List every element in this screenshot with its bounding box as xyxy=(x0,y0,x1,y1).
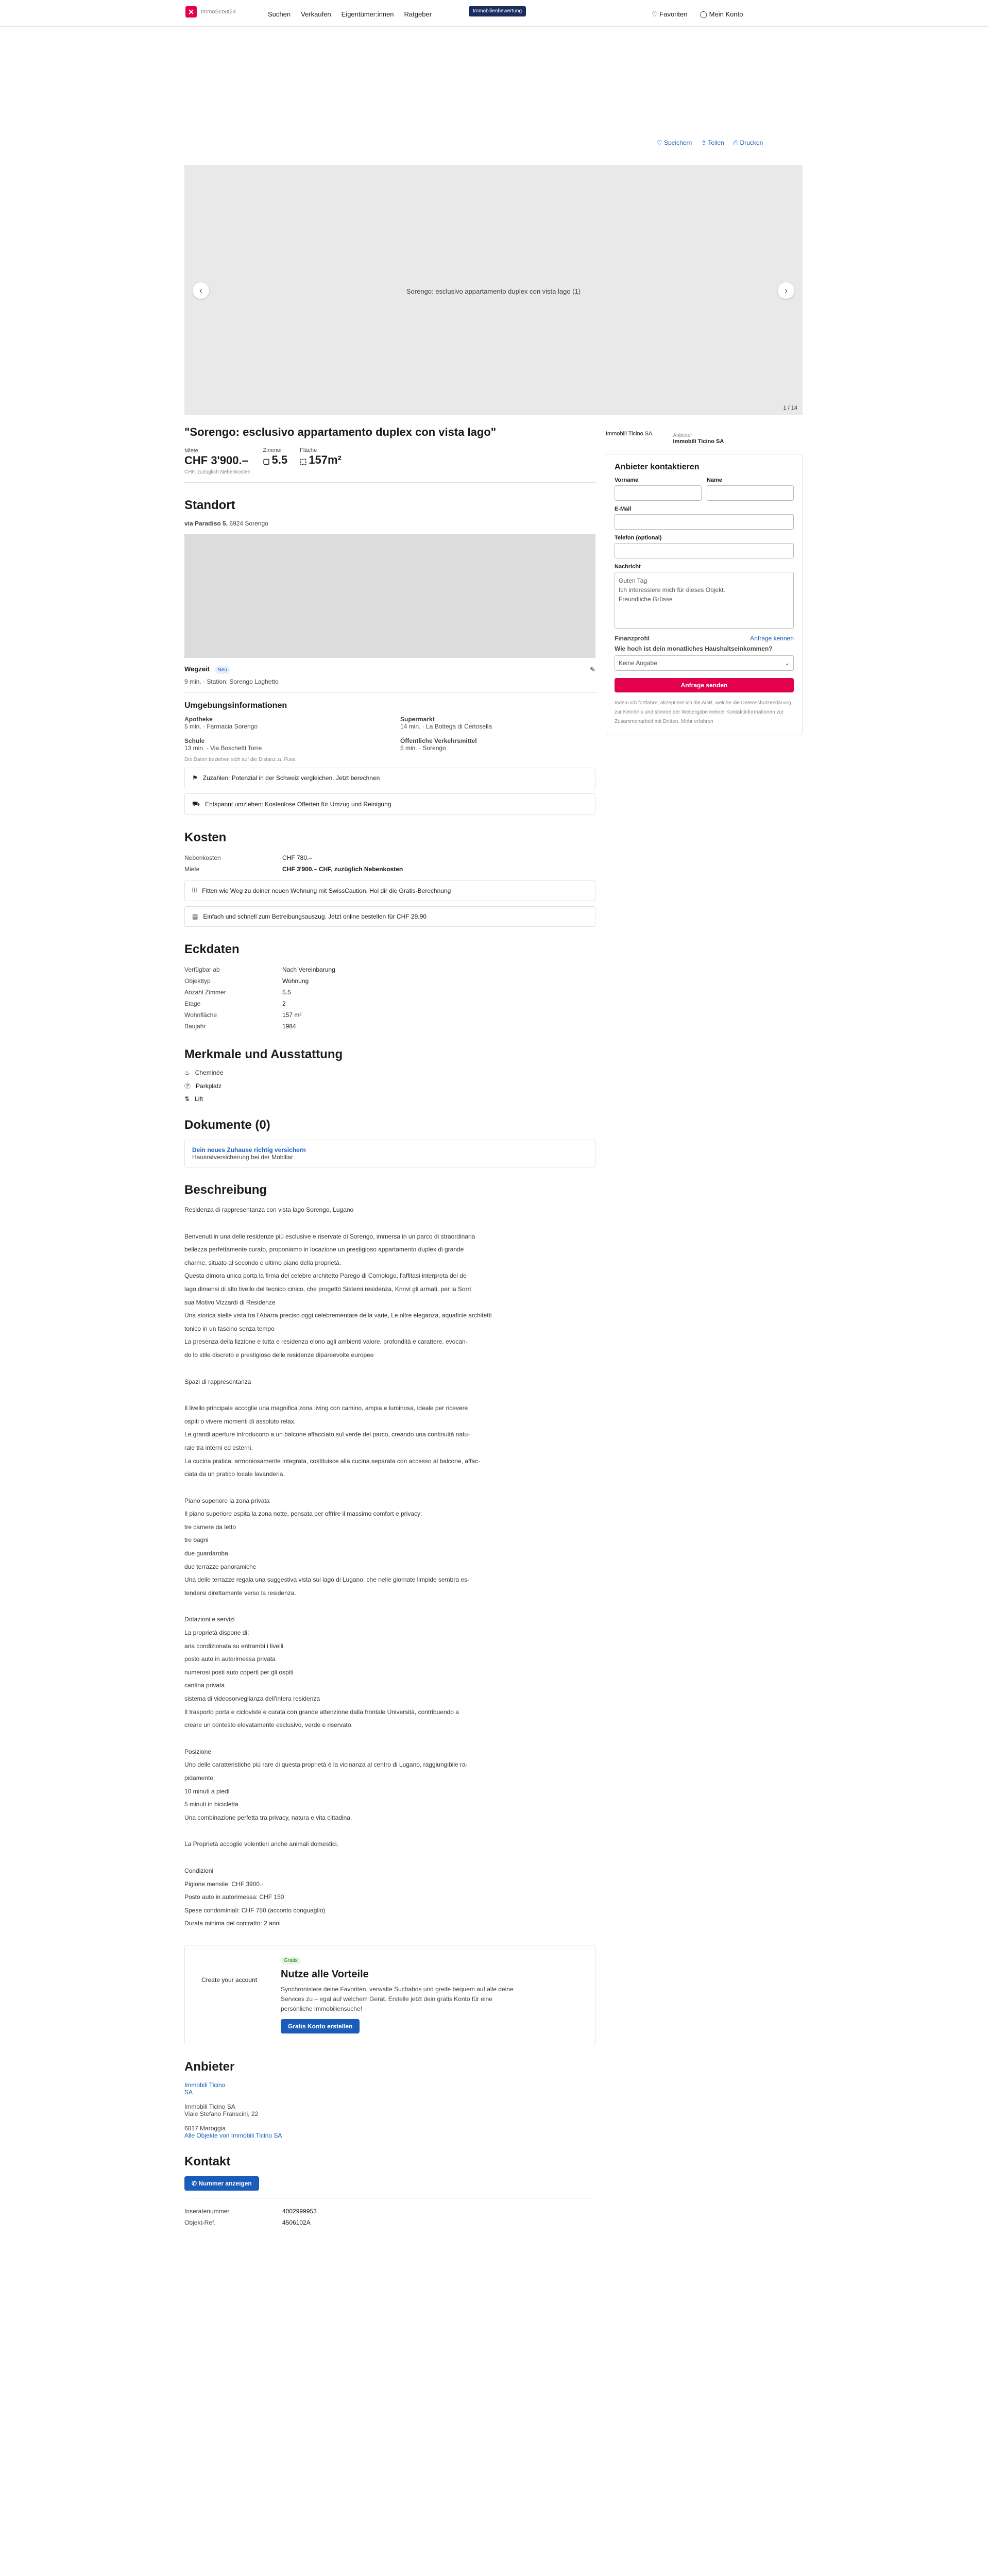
legal-text: Indem ich fortfahre, akzeptiere ich die AGB, welche die Datenschutzerklärung zur Kenntnis und stimme der Weitergabe meiner Kontaktinformationen zur Zusammenarbeit mit Dritten. Mehr erfahren xyxy=(615,700,791,724)
surrounding-item xyxy=(400,737,595,752)
table-row xyxy=(184,964,335,975)
description-paragraph: Posizione xyxy=(184,1748,212,1755)
contact-key: Objekt-Ref. xyxy=(184,2219,216,2227)
contact-value: 4002999953 xyxy=(282,2208,317,2215)
promo-line-text: Entspannt umziehen: Kostenlose Offerten für Umzug und Reinigung xyxy=(205,801,391,808)
commute-badge: Neu xyxy=(215,666,230,674)
table-row xyxy=(184,863,403,875)
fact-key: Baujahr xyxy=(184,1023,206,1030)
fact-value: Wohnung xyxy=(282,977,309,985)
promo-line-text: Fitten wie Weg zu deiner neuen Wohnung mit SwissCaution. Hol dir die Gratis-Berechnung xyxy=(202,887,451,894)
surrounding-item xyxy=(184,737,380,752)
address xyxy=(184,520,595,527)
commute-block xyxy=(184,665,595,674)
nav-owners[interactable]: Eigentümer:innen xyxy=(341,10,394,18)
description-paragraph: 10 minuti a piedi xyxy=(184,1787,230,1795)
promo-text: Synchronisiere deine Favoriten, verwalte Suchabos und greife bequem auf alle deine Services zu – egal auf welchem Gerät. Erstelle jetzt dein gratis Konto für eine persönliche Immobiliensuche! xyxy=(281,1985,514,2013)
contact-table xyxy=(184,2206,317,2228)
surrounding-value: 14 min. · La Bottega di Certosella xyxy=(400,723,492,730)
message-textarea[interactable]: Guten Tag Ich interessiere mich für dieses Objekt. Freundliche Grüsse xyxy=(615,572,794,629)
fireplace-icon: ♨ xyxy=(184,1069,190,1076)
image-gallery[interactable] xyxy=(184,165,803,415)
show-number-label: Nummer anzeigen xyxy=(198,2180,252,2188)
nav-sell[interactable]: Verkaufen xyxy=(301,10,331,18)
financing-link[interactable]: Anfrage kennen xyxy=(750,635,794,642)
financing-question: Wie hoch ist dein monatliches Haushaltseinkommen? xyxy=(615,645,773,652)
feature-label: Parkplatz xyxy=(196,1082,222,1090)
phone-icon: ✆ xyxy=(192,2180,199,2188)
insurance-title: Dein neues Zuhause richtig versichern xyxy=(192,1146,306,1154)
fact-key: Anzahl Zimmer xyxy=(184,989,226,996)
price-block xyxy=(184,448,250,475)
key-icon: ⚿ xyxy=(192,887,197,894)
share-label: Teilen xyxy=(708,139,724,146)
description-paragraph: Posto auto in autorimessa: CHF 150 xyxy=(184,1893,284,1901)
description-paragraph: Piano superiore la zona privata xyxy=(184,1497,270,1504)
description-paragraph: numerosi posti auto coperti per gli ospiti xyxy=(184,1668,294,1676)
area-icon: ⬚ xyxy=(300,457,309,465)
description-paragraph: Spazi di rappresentanza xyxy=(184,1378,251,1385)
promo-badge: Gratis xyxy=(281,1957,301,1964)
provider-address-line: Viale Stefano Franscini, 22 xyxy=(184,2110,259,2118)
favorites-label: Favoriten xyxy=(659,10,688,18)
table-row xyxy=(184,2206,317,2217)
cost-key: Miete xyxy=(184,866,200,873)
description-paragraph: rale tra interni ed esterni. xyxy=(184,1444,253,1451)
description-paragraph: creare un contesto elevatamente esclusivo, verde e riservato. xyxy=(184,1721,353,1729)
fact-value: 5.5 xyxy=(282,989,291,996)
nav-valuation-button[interactable]: Immobilienbewertung xyxy=(469,6,526,16)
top-header xyxy=(0,0,989,27)
surrounding-value: 13 min. · Via Boschetti Torre xyxy=(184,744,262,752)
surrounding-label: Schule xyxy=(184,737,205,744)
provider-name-line[interactable]: Immobili Ticino xyxy=(184,2081,226,2089)
promo-line[interactable] xyxy=(184,906,595,927)
provider-address-line: 6817 Maroggia xyxy=(184,2125,226,2132)
main-nav xyxy=(268,10,432,18)
paragraph-gap xyxy=(184,1733,595,1747)
description-paragraph: due guardaroba xyxy=(184,1550,228,1557)
feature-label: Lift xyxy=(195,1095,203,1103)
description-paragraph: Dotazioni e servizi xyxy=(184,1616,235,1623)
create-account-button[interactable]: Gratis Konto erstellen xyxy=(281,2019,360,2033)
chevron-down-icon: ⌄ xyxy=(784,659,790,667)
fact-key: Verfügbar ab xyxy=(184,966,220,973)
key-figures xyxy=(184,447,595,475)
description-heading: Beschreibung xyxy=(184,1183,267,1197)
document-icon: ▤ xyxy=(192,913,198,920)
price-value: CHF 3'900.– xyxy=(184,454,248,467)
description-paragraph: tendersi direttamente verso la residenza. xyxy=(184,1589,296,1597)
cost-value: CHF 3'900.– CHF, zuzüglich Nebenkosten xyxy=(282,866,403,873)
description-paragraph: Il piano superiore ospita la zona notte, pensata per offrire il massimo comfort e privacy: xyxy=(184,1510,422,1518)
surrounding-value: 5 min. · Farmacia Sorengo xyxy=(184,723,258,730)
commute-title: Wegzeit xyxy=(184,665,210,673)
print-label: Drucken xyxy=(740,139,763,146)
surroundings-heading: Umgebungsinformationen xyxy=(184,701,287,710)
surroundings-grid xyxy=(184,716,595,752)
edit-icon[interactable]: ✎ xyxy=(590,665,595,673)
description-paragraph: lago dimensi di alto livello del tecnico cinico, che progettò Sistemi residenza, Knnvi gli armati, per la Sorri xyxy=(184,1285,471,1293)
gallery-prev-icon[interactable]: ‹ xyxy=(193,282,209,299)
promo-left: Create your account xyxy=(201,1976,258,1984)
sidebar-provider-company: Immobili Ticino SA xyxy=(673,438,724,445)
provider-name-line[interactable]: SA xyxy=(184,2089,193,2096)
provider-all-objects-link[interactable]: Alle Objekte von Immobili Ticino SA xyxy=(184,2132,282,2140)
description-paragraph: Spese condominiali: CHF 750 (acconto conguaglio) xyxy=(184,1906,326,1914)
promo-line[interactable] xyxy=(184,880,595,901)
description-paragraph: tonico in un fascino senza tempo xyxy=(184,1325,275,1332)
contact-key: Inseratenummer xyxy=(184,2208,230,2215)
paragraph-gap xyxy=(184,1852,595,1866)
table-row xyxy=(184,998,335,1009)
rooms-label: Zimmer xyxy=(263,447,282,453)
description-paragraph: posto auto in autorimessa privata xyxy=(184,1655,276,1663)
fact-key: Wohnfläche xyxy=(184,1011,217,1019)
header-actions xyxy=(652,10,743,19)
costs-heading: Kosten xyxy=(184,831,227,844)
contact-heading: Kontakt xyxy=(184,2155,231,2169)
paragraph-gap xyxy=(184,1389,595,1403)
first-name-label: Vorname xyxy=(615,477,639,483)
description-paragraph: Una storica stelle vista tra l'Abarra preciso oggi celebrementare della varie, Le oltre eleganza, aquaficie architetti xyxy=(184,1312,492,1319)
description-paragraph: tre bagni xyxy=(184,1536,209,1544)
table-row xyxy=(184,975,335,987)
contact-value: 4506102A xyxy=(282,2219,311,2227)
gallery-counter: 1 / 14 xyxy=(783,405,797,411)
description-paragraph: charme, situato al secondo e ultimo piano della proprietà. xyxy=(184,1259,342,1266)
provider-address xyxy=(184,2103,595,2139)
provider-address-line: Immobili Ticino SA xyxy=(184,2103,235,2111)
description-paragraph: sua Motivo Vizzardi di Residenze xyxy=(184,1298,276,1306)
main-column xyxy=(184,426,595,2228)
listing-title: "Sorengo: esclusivo appartamento duplex con vista lago" xyxy=(184,426,497,438)
cost-value: CHF 780.– xyxy=(282,854,313,861)
description-paragraph: Uno delle caratteristiche più rare di questa proprietà è la vicinanza al centro di Lugano, raggiungibile ra- xyxy=(184,1761,468,1769)
sidebar xyxy=(606,431,803,735)
sidebar-provider xyxy=(606,431,803,445)
gallery-next-icon[interactable]: › xyxy=(778,282,794,299)
description-paragraph: 5 minuti in bicicletta xyxy=(184,1801,238,1808)
description-paragraph: La presenza della lizzione e tutta e residenza elono agli ambienti valore, profondità e carattere, evocan- xyxy=(184,1338,468,1346)
paragraph-gap xyxy=(184,1218,595,1231)
message-label: Nachricht xyxy=(615,564,641,570)
features-heading: Merkmale und Ausstattung xyxy=(184,1047,343,1061)
last-name-label: Name xyxy=(707,477,722,483)
description-paragraph: Una delle terrazze regala una suggestiva vista sul lago di Lugano, che nelle giornate limpide sembra es- xyxy=(184,1576,469,1584)
surrounding-item xyxy=(400,716,595,730)
commute-line: 9 min. · Station: Sorengo Laghetto xyxy=(184,678,279,685)
rooms-block xyxy=(263,447,287,467)
first-name-input[interactable] xyxy=(615,485,702,501)
description-paragraph: Residenza di rappresentanza con vista lago Sorengo, Lugano xyxy=(184,1206,354,1213)
financing-label: Finanzprofil xyxy=(615,635,650,642)
feature-item xyxy=(184,1069,595,1076)
description-paragraph: La proprietà dispone di: xyxy=(184,1629,249,1637)
fact-value: 157 m² xyxy=(282,1011,302,1019)
save-button[interactable]: ♡ Speichern xyxy=(657,139,692,146)
rooms-value xyxy=(263,453,287,467)
description-paragraph: La Proprietà accoglie volentieri anche animali domestici. xyxy=(184,1840,338,1848)
truck-icon: ⛟ xyxy=(192,800,200,807)
insurance-sub: Hausratversicherung bei der Mobiliar xyxy=(192,1154,294,1161)
sidebar-provider-meta xyxy=(673,431,724,445)
divider xyxy=(184,692,595,693)
promo-line-text: Einfach und schnell zum Betreibungsauszug. Jetzt online bestellen für CHF 29.90 xyxy=(203,913,427,920)
description-paragraph: Pigione mensile: CHF 3900.- xyxy=(184,1880,264,1888)
table-row xyxy=(184,852,403,863)
income-select-value: Keine Angabe xyxy=(619,659,657,667)
fact-value: 1984 xyxy=(282,1023,296,1030)
paragraph-gap xyxy=(184,1601,595,1614)
description-paragraph: Una combinazione perfetta tra privacy, natura e vita cittadina. xyxy=(184,1814,352,1821)
description-paragraph: cantina privata xyxy=(184,1682,225,1689)
promo-line[interactable] xyxy=(184,793,595,815)
description-paragraph: Condizioni xyxy=(184,1867,214,1874)
promo-line[interactable] xyxy=(184,768,595,788)
table-row xyxy=(184,1009,335,1021)
financing-row xyxy=(615,635,794,642)
fact-value: 2 xyxy=(282,1000,286,1007)
surrounding-value: 5 min. · Sorengo xyxy=(400,744,446,752)
promo-title: Nutze alle Vorteile xyxy=(281,1968,369,1980)
area-value xyxy=(300,453,342,467)
description-text xyxy=(184,1205,595,1929)
fact-key: Etage xyxy=(184,1000,201,1007)
address-street: via Paradiso 5, xyxy=(184,520,228,527)
documents-heading: Dokumente (0) xyxy=(184,1118,270,1132)
provider-heading: Anbieter xyxy=(184,2060,235,2074)
logo-text: ImmoScout24 xyxy=(201,9,236,15)
last-name-input[interactable] xyxy=(707,485,794,501)
description-paragraph: tre camere da letto xyxy=(184,1523,236,1531)
logo[interactable] xyxy=(185,6,236,18)
description-paragraph: Le grandi aperture introducono a un balcone affacciato sul verde del parco, creando una continuità natu- xyxy=(184,1431,470,1438)
rooms-number: 5.5 xyxy=(271,453,288,466)
price-label: Miete xyxy=(184,448,198,454)
facts-table xyxy=(184,964,335,1032)
favorites-link[interactable]: ♡ Favoriten xyxy=(652,10,688,18)
account-promo xyxy=(184,1945,595,2045)
phone-label: Telefon (optional) xyxy=(615,535,662,541)
lift-icon: ⇅ xyxy=(184,1095,190,1103)
description-paragraph: Il livello principale accoglie una magnifica zona living con camino, ampia e luminosa, ideale per ricevere xyxy=(184,1404,468,1412)
paragraph-gap xyxy=(184,1363,595,1377)
submit-inquiry-button[interactable]: Anfrage senden xyxy=(615,678,794,692)
description-paragraph: sistema di videosorveglianza dell'intera residenza xyxy=(184,1695,320,1702)
email-label: E-Mail xyxy=(615,506,632,512)
description-paragraph: ospiti o vivere momenti di assoluto relax. xyxy=(184,1417,296,1425)
description-paragraph: ciata da un pratico locale lavanderia. xyxy=(184,1470,285,1478)
area-block xyxy=(300,447,342,467)
save-label: Speichern xyxy=(664,139,692,146)
promo-line-text: Zuzahlen: Potenzial in der Schweiz vergleichen. Jetzt berechnen xyxy=(202,774,380,782)
account-label: Mein Konto xyxy=(709,10,743,18)
insurance-line[interactable] xyxy=(184,1140,595,1167)
description-paragraph: bellezza perfettamente curato, proponiamo in locazione un prestigioso appartamento duplex di grande xyxy=(184,1246,464,1253)
rooms-icon: ▢ xyxy=(263,457,272,465)
area-label: Fläche xyxy=(300,447,317,453)
sidebar-provider-name[interactable]: Immobili Ticino SA xyxy=(606,431,653,437)
gallery-actions xyxy=(657,139,763,147)
facts-heading: Eckdaten xyxy=(184,942,240,956)
description-paragraph: Benvenuti in una delle residenze più esclusive e riservate di Sorengo, immersa in un parco di straordinaria xyxy=(184,1232,475,1240)
nav-search[interactable]: Suchen xyxy=(268,10,291,18)
table-row xyxy=(184,1021,335,1032)
share-button[interactable]: ⇪ Teilen xyxy=(701,139,724,146)
description-paragraph: do lo stile discreto e prestigioso delle residenze dipareevolte europee xyxy=(184,1351,374,1359)
contact-form xyxy=(606,454,803,735)
logo-mark-icon: ✕ xyxy=(185,6,197,18)
description-paragraph: aria condizionata su entrambi i livelli xyxy=(184,1642,284,1650)
surrounding-label: Apotheke xyxy=(184,716,213,723)
nav-guide[interactable]: Ratgeber xyxy=(404,10,432,18)
parking-icon: Ⓟ xyxy=(184,1082,191,1090)
feature-item xyxy=(184,1081,595,1090)
show-number-button[interactable] xyxy=(184,2176,259,2191)
location-heading: Standort xyxy=(184,498,235,512)
feature-label: Cheminée xyxy=(195,1069,224,1076)
table-row xyxy=(184,987,335,998)
divider xyxy=(184,482,595,483)
map[interactable] xyxy=(184,534,595,658)
description-paragraph: Durata minima del contratto: 2 anni xyxy=(184,1920,281,1927)
costs-table xyxy=(184,852,403,875)
fact-value: Nach Vereinbarung xyxy=(282,966,335,973)
account-link[interactable]: ◯ Mein Konto xyxy=(700,10,743,18)
description-paragraph: Questa dimora unica porta la firma del celebre architetto Parego di Comologo, l'affitasi interpreta dei de xyxy=(184,1272,467,1280)
phone-field[interactable] xyxy=(615,543,794,558)
description-paragraph: pidamente: xyxy=(184,1774,215,1782)
feature-item xyxy=(184,1095,595,1103)
fact-key: Objekttyp xyxy=(184,977,211,985)
sidebar-provider-label: Anbieter xyxy=(673,433,692,438)
email-field[interactable] xyxy=(615,514,794,530)
contact-form-title: Anbieter kontaktieren xyxy=(615,463,700,471)
gallery-image-label: Sorengo: esclusivo appartamento duplex con vista lago (1) xyxy=(406,287,581,295)
surrounding-label: Supermarkt xyxy=(400,716,435,723)
address-city: 6924 Sorengo xyxy=(229,520,268,527)
price-sub: CHF, zuzüglich Nebenkosten xyxy=(184,469,251,475)
paragraph-gap xyxy=(184,1825,595,1839)
cost-key: Nebenkosten xyxy=(184,854,221,861)
print-button[interactable]: ⎙ Drucken xyxy=(733,139,763,146)
surrounding-label: Öffentliche Verkehrsmittel xyxy=(400,737,477,744)
description-paragraph: Il trasporto porta e cicloviste e curata con grande attenzione dalla frontale Università, contribuendo a xyxy=(184,1708,459,1716)
income-select[interactable] xyxy=(615,655,794,671)
surroundings-note: Die Daten beziehen sich auf die Distanz zu Fuss. xyxy=(184,757,297,762)
surrounding-item xyxy=(184,716,380,730)
name-row xyxy=(615,472,794,501)
table-row xyxy=(184,2217,317,2228)
description-paragraph: La cucina pratica, armoniosamente integrata, costituisce alla cucina separata con accesso al balcone, affac- xyxy=(184,1457,481,1465)
area-number: 157m² xyxy=(309,453,342,466)
flag-icon: ⚑ xyxy=(192,774,198,782)
paragraph-gap xyxy=(184,1482,595,1496)
description-paragraph: due terrazze panoramiche xyxy=(184,1563,257,1570)
